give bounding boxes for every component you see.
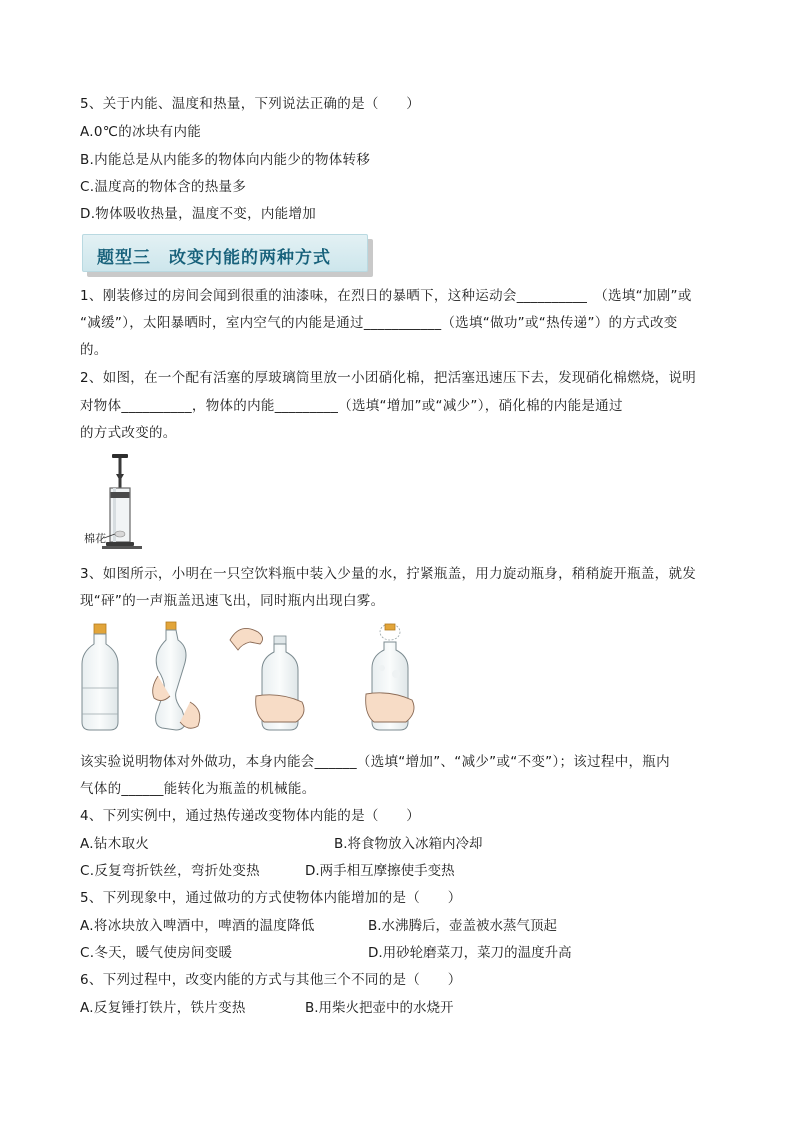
section-title: 题型三 改变内能的两种方式 [97,248,331,268]
question-6-stem: 6、下列过程中，改变内能的方式与其他三个不同的是（ ） [80,972,462,988]
bottle-steps-diagram [80,618,440,736]
question-5a-option-a: A.0℃的冰块有内能 [80,124,202,140]
question-5-option-a: A.将冰块放入啤酒中，啤酒的温度降低 [80,918,315,934]
question-5a-stem: 5、关于内能、温度和热量，下列说法正确的是（ ） [80,96,421,112]
question-5a-option-d: D.物体吸收热量，温度不变，内能增加 [80,206,317,222]
bottle-1 [82,624,118,730]
question-4-stem: 4、下列实例中，通过热传递改变物体内能的是（ ） [80,808,421,824]
question-5-option-b: B.水沸腾后，壶盖被水蒸气顶起 [368,918,558,934]
question-5a-option-c: C.温度高的物体含的热量多 [80,179,247,195]
question-1-line-1: 1、刚装修过的房间会闻到很重的油漆味，在烈日的暴晒下，这种运动会__________ （选填“加剧”或 [80,288,692,304]
question-4-option-b: B.将食物放入冰箱内冷却 [334,836,483,852]
question-4-option-c: C.反复弯折铁丝，弯折处变热 [80,863,260,879]
question-4-option-a: A.钻木取火 [80,836,150,852]
question-5-option-c: C.冬天，暖气使房间变暖 [80,945,233,961]
question-6-option-b: B.用柴火把壶中的水烧开 [305,1000,454,1016]
question-3-line-4: 气体的______能转化为瓶盖的机械能。 [80,781,316,797]
question-1-line-2: “减缓”），太阳暴晒时，室内空气的内能是通过___________（选填“做功”或“热传递”）的方式改变 [80,315,678,331]
question-5a-option-b: B.内能总是从内能多的物体向内能少的物体转移 [80,152,371,168]
question-1-line-3: 的。 [80,342,108,358]
piston-cylinder-figure [80,452,160,556]
banner-body [82,234,368,272]
question-2-line-2: 对物体__________，物体的内能_________（选填“增加”或“减少”），硝化棉的内能是通过 [80,398,623,414]
bottle-3 [230,628,304,730]
bottle-experiment-figure [80,618,440,736]
question-3-line-2: 现“砰”的一声瓶盖迅速飞出，同时瓶内出现白雾。 [80,593,385,609]
bottle-4 [366,624,414,730]
cotton-label: 棉花 [84,532,106,545]
question-4-option-d: D.两手相互摩擦使手变热 [305,863,455,879]
question-6-option-a: A.反复锤打铁片，铁片变热 [80,1000,246,1016]
question-5-stem: 5、下列现象中，通过做功的方式使物体内能增加的是（ ） [80,890,462,906]
question-2-line-1: 2、如图，在一个配有活塞的厚玻璃筒里放一小团硝化棉，把活塞迅速压下去，发现硝化棉燃烧，说明 [80,370,697,386]
bottle-2 [153,622,200,730]
question-3-line-1: 3、如图所示，小明在一只空饮料瓶中装入少量的水，拧紧瓶盖，用力旋动瓶身，稍稍旋开瓶盖，就发 [80,566,697,582]
question-3-line-3: 该实验说明物体对外做功，本身内能会______（选填“增加”、“减少”或“不变”）；该过程中，瓶内 [80,754,670,770]
section-banner [82,234,368,274]
question-5-option-d: D.用砂轮磨菜刀，菜刀的温度升高 [368,945,572,961]
question-2-line-3: 的方式改变的。 [80,425,177,441]
